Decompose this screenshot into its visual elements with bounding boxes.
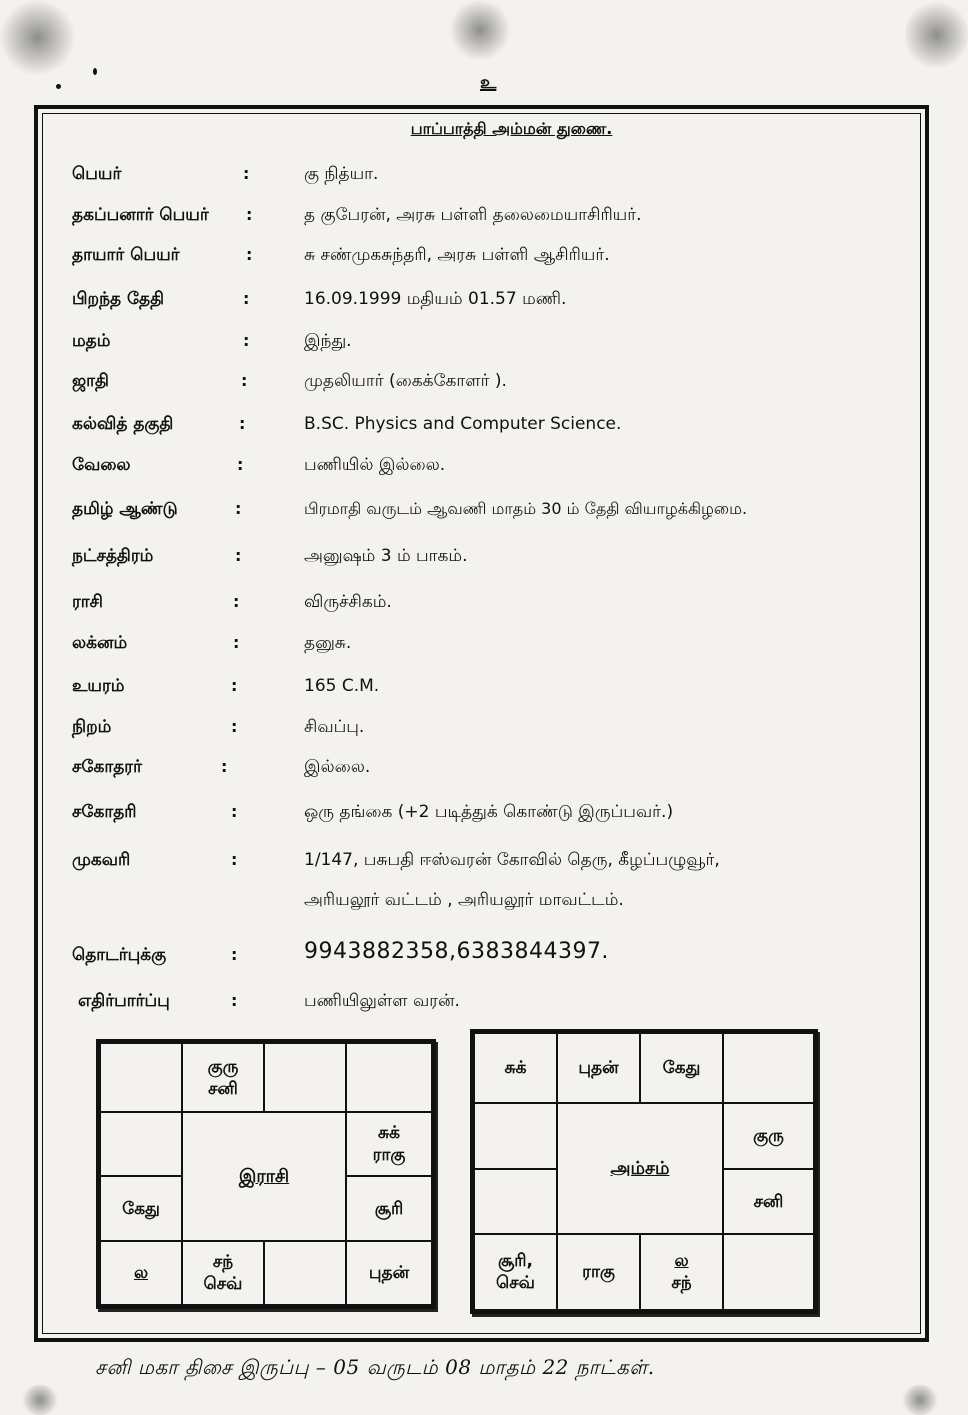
field-row-father	[38, 205, 925, 245]
field-label: தகப்பனார் பெயர்	[72, 205, 209, 225]
smudge-top-center	[450, 0, 510, 60]
field-label: தாயார் பெயர்	[72, 245, 180, 265]
smudge-top-right	[905, 0, 968, 70]
field-colon: :	[235, 499, 242, 518]
amsam-cell	[640, 1033, 723, 1103]
field-colon: :	[235, 546, 242, 565]
amsam-cell	[557, 1234, 640, 1310]
document-frame	[34, 105, 929, 1342]
field-colon: :	[231, 802, 238, 821]
speck-1	[56, 84, 61, 89]
field-label: தமிழ் ஆண்டு	[72, 499, 178, 519]
planet-label: கேது	[122, 1198, 160, 1219]
planet-label: ராகு	[372, 1145, 406, 1165]
amsam-cell	[474, 1103, 557, 1169]
field-colon: :	[241, 371, 248, 390]
rasi-cell	[182, 1043, 264, 1112]
amsam-cell	[474, 1169, 557, 1234]
field-row-height	[38, 676, 925, 716]
rasi-cell	[100, 1241, 182, 1305]
amsam-chart	[470, 1029, 818, 1314]
amsam-cell	[640, 1234, 723, 1310]
field-colon: :	[246, 205, 253, 224]
field-value: B.SC. Physics and Computer Science.	[304, 414, 622, 434]
planet-label: சூரி,	[498, 1251, 533, 1271]
field-label: ஜாதி	[72, 371, 109, 391]
field-row-mother	[38, 245, 925, 285]
planet-label: சூரி	[374, 1198, 404, 1219]
field-label: எதிர்பார்ப்பு	[78, 991, 170, 1011]
field-value: தனுசு.	[304, 633, 352, 653]
field-value: அனுஷம் 3 ம் பாகம்.	[304, 546, 468, 566]
field-label: ராசி	[72, 592, 103, 612]
amsam-cell	[723, 1103, 814, 1169]
field-row-tamil-year	[38, 499, 925, 539]
field-row-address	[38, 850, 925, 890]
planet-label: குரு	[753, 1126, 784, 1146]
field-colon: :	[231, 945, 238, 964]
smudge-bottom-right	[900, 1385, 940, 1415]
rasi-cell	[346, 1112, 432, 1176]
planet-label: செவ்	[203, 1274, 243, 1294]
field-colon: :	[231, 717, 238, 736]
field-colon: :	[237, 455, 244, 474]
rasi-center-label: இராசி	[238, 1165, 290, 1187]
rasi-cell	[264, 1241, 346, 1305]
speck-2	[93, 68, 97, 75]
field-label: பிறந்த தேதி	[72, 289, 165, 309]
rasi-chart	[96, 1039, 436, 1309]
rasi-cell	[100, 1176, 182, 1241]
planet-label: சுக்	[378, 1123, 400, 1143]
field-colon: :	[233, 592, 240, 611]
amsam-center-label: அம்சம்	[610, 1157, 670, 1179]
field-value: 1/147, பசுபதி ஈஸ்வரன் கோவில் தெரு, கீழப்பழுவூர்,	[304, 850, 720, 870]
field-row-caste	[38, 371, 925, 411]
field-row-star	[38, 546, 925, 586]
field-row-religion	[38, 331, 925, 371]
amsam-cell	[723, 1234, 814, 1310]
field-value: முதலியார் (கைக்கோளர் ).	[304, 371, 507, 391]
amsam-center	[557, 1103, 723, 1234]
page-mark: உ	[480, 72, 497, 93]
amsam-cell	[723, 1033, 814, 1103]
planet-label: குரு	[207, 1056, 239, 1077]
field-label: சகோதரர்	[72, 757, 142, 777]
field-row-name	[38, 164, 925, 204]
field-label: சகோதரி	[72, 802, 137, 822]
field-value: கு நித்யா.	[304, 164, 379, 184]
smudge-bottom-left	[20, 1385, 60, 1415]
field-label: நிறம்	[72, 717, 112, 737]
field-label: பெயர்	[72, 164, 122, 184]
planet-label: புதன்	[368, 1263, 410, 1283]
field-colon: :	[243, 289, 250, 308]
amsam-cell	[723, 1169, 814, 1234]
rasi-center	[182, 1112, 346, 1241]
amsam-cell	[557, 1033, 640, 1103]
field-value: 9943882358,6383844397.	[304, 939, 609, 964]
planet-label: புதன்	[578, 1058, 619, 1078]
field-value: த குபேரன், அரசு பள்ளி தலைமையாசிரியர்.	[304, 205, 642, 225]
amsam-cell	[474, 1033, 557, 1103]
field-colon: :	[231, 850, 238, 869]
field-row-complexion	[38, 717, 925, 757]
rasi-cell	[182, 1241, 264, 1305]
field-value: சிவப்பு.	[304, 717, 365, 737]
field-label: வேலை	[72, 455, 131, 475]
field-value: பணியில் இல்லை.	[304, 455, 446, 475]
field-row-education	[38, 414, 925, 454]
field-colon: :	[243, 164, 250, 183]
field-value: 165 C.M.	[304, 676, 380, 696]
rasi-cell	[346, 1241, 432, 1305]
field-label: முகவரி	[72, 850, 131, 870]
rasi-cell	[264, 1043, 346, 1112]
planet-label: சனி	[208, 1078, 238, 1099]
field-colon: :	[221, 757, 228, 776]
rasi-cell	[100, 1112, 182, 1176]
smudge-top-left	[0, 0, 75, 75]
field-label: தொடர்புக்கு	[72, 945, 167, 965]
rasi-cell	[100, 1043, 182, 1112]
field-colon: :	[231, 676, 238, 695]
field-colon: :	[239, 414, 246, 433]
field-value: 16.09.1999 மதியம் 01.57 மணி.	[304, 289, 567, 309]
field-label: உயரம்	[72, 676, 125, 696]
field-row-address-line2	[38, 890, 925, 930]
rasi-cell	[346, 1043, 432, 1112]
field-row-sister	[38, 802, 925, 842]
planet-label: ல	[133, 1263, 149, 1283]
handwritten-dasa-note: சனி மகா திசை இருப்பு – 05 வருடம் 08 மாதம் 22 நாட்கள்.	[95, 1355, 655, 1379]
amsam-cell	[474, 1234, 557, 1310]
planet-label: சுக்	[504, 1058, 527, 1078]
field-row-job	[38, 455, 925, 495]
rasi-cell	[346, 1176, 432, 1241]
field-label: லக்னம்	[72, 633, 128, 653]
planet-label: ல	[674, 1251, 689, 1271]
field-row-dob	[38, 289, 925, 329]
field-value: விருச்சிகம்.	[304, 592, 392, 612]
field-row-expectation	[38, 991, 925, 1031]
field-row-brother	[38, 757, 925, 797]
field-row-lagnam	[38, 633, 925, 673]
field-value: சு சண்முகசுந்தரி, அரசு பள்ளி ஆசிரியர்.	[304, 245, 610, 265]
title-text: பாப்பாத்தி அம்மன் துணை.	[410, 119, 613, 138]
field-value: இந்து.	[304, 331, 352, 351]
field-row-contact	[38, 939, 925, 979]
field-colon: :	[243, 331, 250, 350]
field-label: நட்சத்திரம்	[72, 546, 154, 566]
field-value: அரியலூர் வட்டம் , அரியலூர் மாவட்டம்.	[304, 890, 624, 910]
planet-label: சனி	[753, 1191, 784, 1212]
planet-label: கேது	[662, 1058, 701, 1078]
planet-label: ராகு	[582, 1262, 615, 1282]
field-value: பணியிலுள்ள வரன்.	[304, 991, 460, 1011]
field-label: கல்வித் தகுதி	[72, 414, 174, 434]
field-value: பிரமாதி வருடம் ஆவணி மாதம் 30 ம் தேதி வியாழக்கிழமை.	[304, 499, 748, 518]
planet-label: சந்	[212, 1252, 234, 1272]
field-colon: :	[246, 245, 253, 264]
document-title	[38, 119, 925, 140]
planet-label: செவ்	[496, 1273, 535, 1293]
planet-label: சந்	[671, 1273, 692, 1293]
field-row-rasi	[38, 592, 925, 632]
field-label: மதம்	[72, 331, 111, 351]
field-value: இல்லை.	[304, 757, 371, 777]
field-colon: :	[231, 991, 238, 1010]
field-value: ஒரு தங்கை (+2 படித்துக் கொண்டு இருப்பவர்.)	[304, 802, 674, 822]
field-colon: :	[233, 633, 240, 652]
